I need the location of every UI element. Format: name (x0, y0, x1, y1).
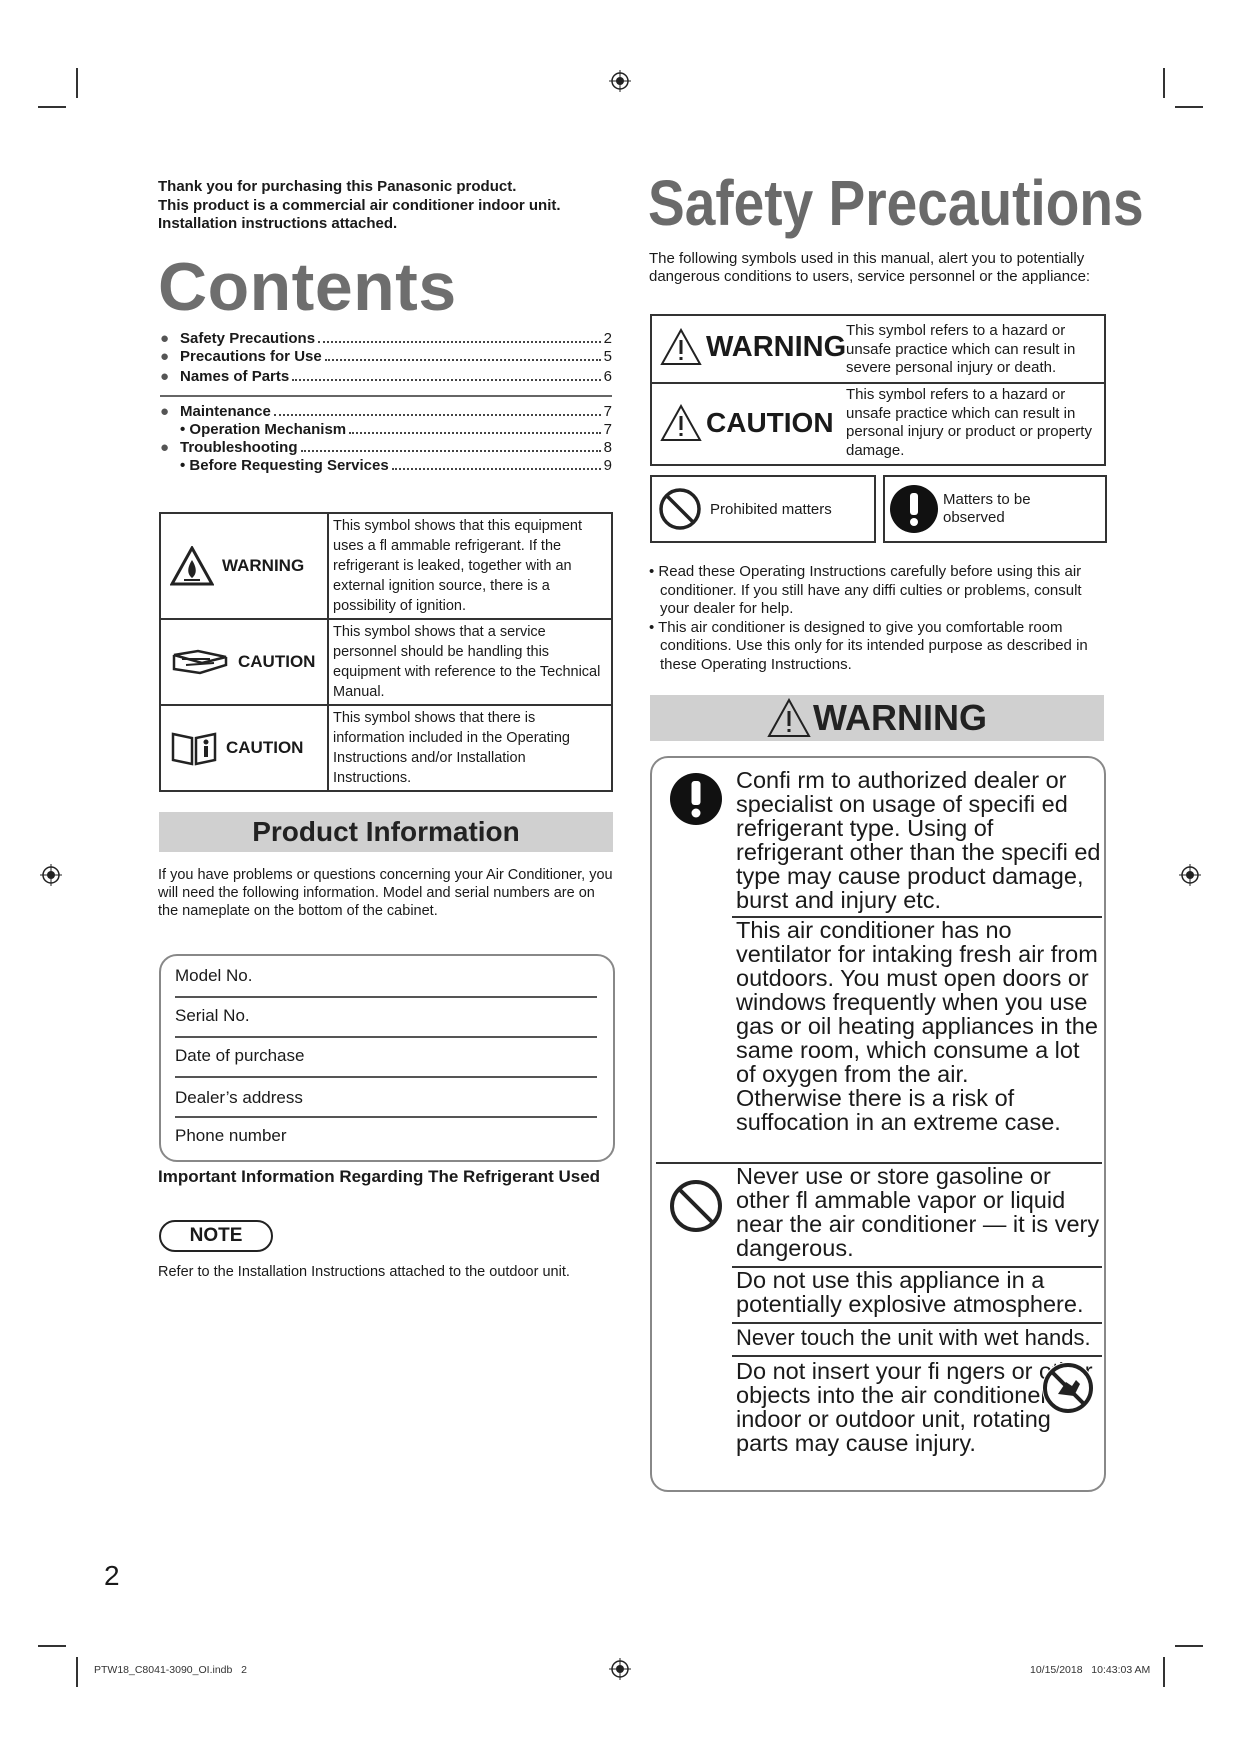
bullet-icon: ● (160, 348, 170, 365)
caution-label: CAUTION (706, 407, 834, 438)
toc-label: Maintenance (180, 403, 271, 420)
divider (732, 1322, 1102, 1324)
product-information-form (159, 954, 615, 1162)
symbol-description: This symbol shows that a service personnel should be handling this equipment with reference to the Technical Manual. (328, 619, 612, 705)
toc-item[interactable] (160, 403, 612, 422)
toc-page: 5 (603, 348, 612, 365)
warning-heading-label: WARNING (813, 697, 987, 738)
prohibited-icon (658, 487, 702, 531)
table-row (160, 705, 612, 791)
toc-divider (160, 395, 612, 397)
bullet-icon: ● (160, 330, 170, 347)
safety-intro-text: The following symbols used in this manual, alert you to potentially dangerous conditions to users, service personnel or the appliance: (649, 250, 1091, 285)
warning-label: WARNING (706, 330, 847, 363)
crop-mark (38, 1645, 66, 1647)
crop-mark (1175, 106, 1203, 108)
toc-label: Precautions for Use (180, 348, 322, 365)
warning-legend-row (652, 316, 1104, 384)
warning-item: Never use or store gasoline or other fl ammable vapor or liquid near the air conditioner — it is very dangerous. (736, 1163, 1100, 1261)
symbol-label: CAUTION (238, 652, 316, 671)
symbol-label: WARNING (222, 556, 305, 575)
toc-page: 7 (603, 403, 612, 420)
registration-mark-icon (609, 70, 631, 92)
page-number: 2 (104, 1560, 120, 1591)
crop-mark (1175, 1645, 1203, 1647)
bullet-icon: ● (160, 403, 170, 420)
warning-triangle-icon (767, 698, 811, 738)
list-item: • Read these Operating Instructions carefully before using this air conditioner. If you still have any diffi culties or problems, consult your dealer for help. (649, 563, 1082, 617)
caution-description: This symbol refers to a hazard or unsafe practice which can result in personal injury or product or property damage. (846, 386, 1092, 459)
warning-triangle-icon (660, 328, 702, 366)
warning-heading (650, 695, 1104, 741)
registration-mark-icon (40, 864, 62, 886)
toc-page: 6 (603, 368, 612, 385)
toc-item[interactable] (160, 348, 612, 367)
toc-item[interactable] (160, 439, 612, 458)
symbol-label: CAUTION (226, 738, 304, 757)
toc-item[interactable] (160, 421, 612, 440)
exclamation-icon (889, 484, 939, 534)
symbol-description: This symbol shows that there is information included in the Operating Instructions and/or Installation Instructions. (328, 705, 612, 791)
toc-page: 9 (603, 457, 612, 474)
toc-page: 2 (603, 330, 612, 347)
warning-item: Do not insert your fi ngers or other objects into the air conditioner indoor or outdoor unit, rotating parts may cause injury. (736, 1358, 1093, 1456)
list-item: • This air conditioner is designed to give you comfortable room conditions. Use this only for its intended purpose as described in these Operating Instructions. (649, 618, 1088, 673)
footer-timestamp: 10/15/2018 10:43:03 AM (1030, 1664, 1151, 1676)
toc-page: 8 (603, 439, 612, 456)
contents-title: Contents (158, 249, 457, 325)
product-information-heading: Product Information (159, 812, 613, 852)
toc-label: • Before Requesting Services (180, 457, 389, 474)
prohibited-legend (650, 475, 876, 543)
observed-label: Matters to be observed (943, 491, 1031, 526)
phone-number-field[interactable]: Phone number (175, 1126, 287, 1145)
toc-item[interactable] (160, 368, 612, 387)
exclamation-icon (669, 772, 723, 826)
toc-item[interactable] (160, 330, 612, 349)
manual-book-icon (170, 647, 230, 677)
purchase-date-field[interactable]: Date of purchase (175, 1046, 305, 1065)
warning-item: Confi rm to authorized dealer or specialist on usage of specifi ed refrigerant type. Using of refrigerant other than the specifi ed type may cause product damage, burst and injury etc. (736, 767, 1101, 913)
warning-item: Do not use this appliance in a potentially explosive atmosphere. (736, 1267, 1084, 1317)
crop-mark (76, 1657, 78, 1687)
table-of-contents (160, 330, 612, 480)
caution-legend-row (652, 384, 1104, 464)
footer-filename: PTW18_C8041-3090_OI.indb 2 (94, 1664, 247, 1676)
warning-box (650, 756, 1106, 1492)
symbol-table (159, 512, 613, 792)
toc-label: Safety Precautions (180, 330, 316, 347)
toc-label: Names of Parts (180, 368, 290, 385)
crop-mark (1163, 68, 1165, 98)
safety-precautions-title: Safety Precautions (648, 167, 1144, 239)
table-row (160, 513, 612, 619)
toc-item[interactable] (160, 457, 612, 476)
intro-line: This product is a commercial air conditioner indoor unit. (158, 196, 561, 214)
bullet-icon: ● (160, 368, 170, 385)
toc-label: • Operation Mechanism (180, 421, 347, 438)
model-number-field[interactable]: Model No. (175, 966, 253, 985)
observed-legend (883, 475, 1107, 543)
info-book-icon (170, 730, 218, 766)
toc-page: 7 (603, 421, 612, 438)
divider (732, 1355, 1102, 1357)
bullet-icon: ● (160, 439, 170, 456)
prohibited-icon (668, 1178, 724, 1234)
intro-line: Thank you for purchasing this Panasonic product. (158, 178, 517, 195)
symbol-legend (650, 314, 1106, 466)
dealer-address-field[interactable]: Dealer’s address (175, 1088, 303, 1107)
crop-mark (1163, 1657, 1165, 1687)
serial-number-field[interactable]: Serial No. (175, 1006, 250, 1025)
safety-bullets (649, 563, 1109, 674)
flammable-warning-icon (170, 546, 214, 586)
intro-text (158, 178, 561, 234)
registration-mark-icon (609, 1658, 631, 1680)
prohibited-label: Prohibited matters (710, 500, 832, 518)
intro-line: Installation instructions attached. (158, 215, 398, 232)
warning-item: Never touch the unit with wet hands. (736, 1325, 1091, 1350)
refrigerant-info-heading: Important Information Regarding The Refrigerant Used (158, 1167, 601, 1186)
toc-label: Troubleshooting (180, 439, 298, 456)
note-badge: NOTE (159, 1220, 273, 1252)
crop-mark (38, 106, 66, 108)
symbol-description: This symbol shows that this equipment uses a fl ammable refrigerant. If the refrigerant is leaked, together with an external ignition source, there is a possibility of ignition. (328, 513, 612, 619)
registration-mark-icon (1179, 864, 1201, 886)
crop-mark (76, 68, 78, 98)
warning-item: Otherwise there is a risk of suffocation in an extreme case. (736, 1085, 1061, 1135)
no-fingers-icon (1042, 1362, 1094, 1414)
refer-text: Refer to the Installation Instructions attached to the outdoor unit. (158, 1264, 570, 1280)
warning-item: This air conditioner has no ventilator for intaking fresh air from outdoors. You must open doors or windows frequently when you use gas or oil heating appliances in the same room, which consume a lot of oxygen from the air. (736, 917, 1098, 1087)
caution-triangle-icon (660, 404, 702, 442)
warning-description: This symbol refers to a hazard or unsafe practice which can result in severe personal injury or death. (846, 322, 1076, 376)
product-information-text: If you have problems or questions concerning your Air Conditioner, you will need the following information. Model and serial numbers are on the nameplate on the bottom of the cabinet. (158, 867, 613, 919)
table-row (160, 619, 612, 705)
